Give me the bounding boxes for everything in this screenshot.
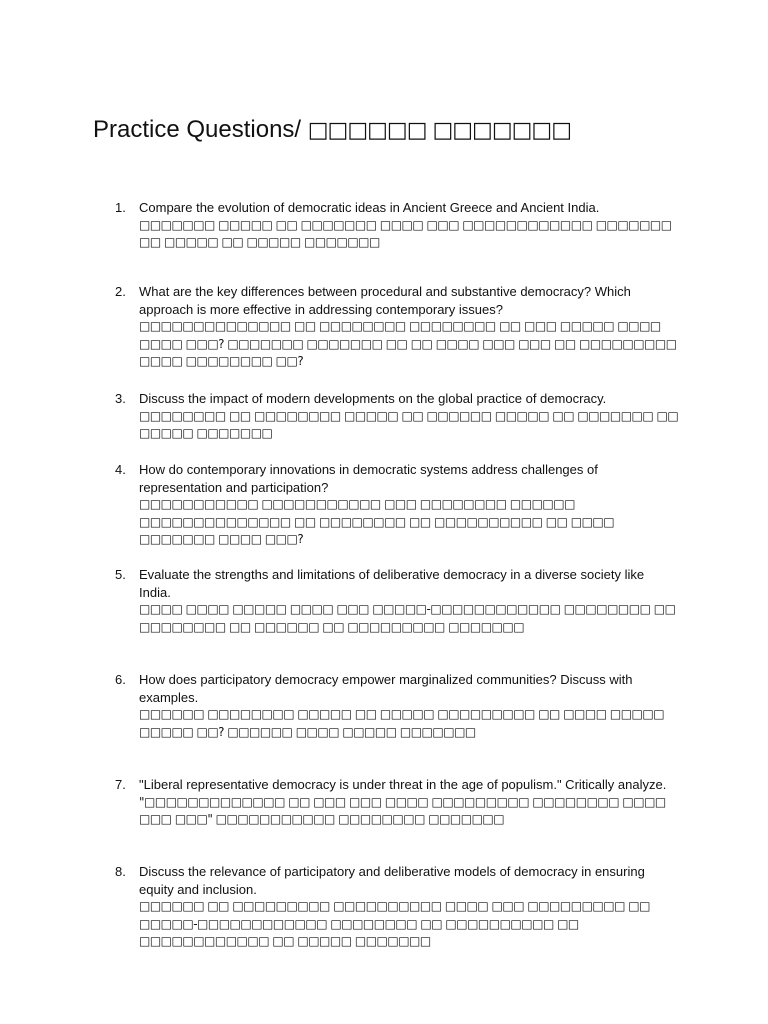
question-text-english: Discuss the relevance of participatory and deliberative models of democracy in ensuring equity and inclusion. [139,864,645,897]
question-text-hindi: □□□□□□□□□□□□□□ □□ □□□□□□□□ □□□□□□□□ □□ □□□ □□□□□ □□□□ □□□□ □□□? □□□□□□□ □□□□□□□ □□ □□ □□□□ □□□ □□□ □□ □□□□□□□□□ □□□□ □□□□□□□□ □□? [139,319,677,369]
question-number: 7. [115,777,126,792]
question-number: 5. [115,567,126,582]
question-text-english: "Liberal representative democracy is under threat in the age of populism." Critically analyze. [139,777,667,792]
question-text-hindi: □□□□□□ □□□□□□□□ □□□□□ □□ □□□□□ □□□□□□□□□ □□ □□□□ □□□□□ □□□□□ □□? □□□□□□ □□□□ □□□□□ □□□□□□□ [139,707,665,739]
question-text-english: How does participatory democracy empower marginalized communities? Discuss with examples. [139,672,633,705]
question-number: 3. [115,391,126,406]
question-text-hindi: □□□□□□ □□ □□□□□□□□□ □□□□□□□□□□ □□□□ □□□ □□□□□□□□□ □□ □□□□□-□□□□□□□□□□□□ □□□□□□□□ □□ □□□□□□□□□□ □□ □□□□□□□□□□□□ □□ □□□□□ □□□□□□□ [139,899,650,949]
question-text-english: Compare the evolution of democratic ideas in Ancient Greece and Ancient India. [139,200,600,215]
question-text-english: Evaluate the strengths and limitations of deliberative democracy in a diverse society like India. [139,567,645,600]
question-number: 4. [115,462,126,477]
question-text-hindi: □□□□□□□□ □□ □□□□□□□□ □□□□□ □□ □□□□□□ □□□□□ □□ □□□□□□□ □□ □□□□□ □□□□□□□ [139,408,679,441]
question-text-hindi: □□□□□□□□□□□ □□□□□□□□□□□ □□□ □□□□□□□□ □□□□□□ □□□□□□□□□□□□□□ □□ □□□□□□□□ □□ □□□□□□□□□□ □□ □□□□ □□□□□□□ □□□□ □□□? [139,497,615,547]
page-title-hindi: □□□□□□ □□□□□□□ [307,118,571,143]
question-text-hindi: □□□□ □□□□ □□□□□ □□□□ □□□ □□□□□-□□□□□□□□□□□□ □□□□□□□□ □□ □□□□□□□□ □□ □□□□□□ □□ □□□□□□□□□ □□□□□□□ [139,602,676,634]
question-number: 6. [115,672,126,687]
page-title [93,114,571,147]
question-number: 2. [115,284,126,299]
question-text-hindi: "□□□□□□□□□□□□□ □□ □□□ □□□ □□□□ □□□□□□□□□ □□□□□□□□ □□□□ □□□ □□□" □□□□□□□□□□□ □□□□□□□□ □□□□□□□ [139,794,666,827]
question-text-english: Discuss the impact of modern developments on the global practice of democracy. [139,391,607,406]
question-text-english: How do contemporary innovations in democratic systems address challenges of representation and participation? [139,462,598,495]
question-number: 8. [115,864,126,879]
page-title-english: Practice Questions/ [93,116,308,143]
question-number: 1. [115,200,126,215]
question-text-english: What are the key differences between procedural and substantive democracy? Which approach is more effective in addressing contemporary issues? [139,284,631,317]
question-text-hindi: □□□□□□□ □□□□□ □□ □□□□□□□ □□□□ □□□ □□□□□□□□□□□□ □□□□□□□ □□ □□□□□ □□ □□□□□ □□□□□□□ [139,217,672,250]
